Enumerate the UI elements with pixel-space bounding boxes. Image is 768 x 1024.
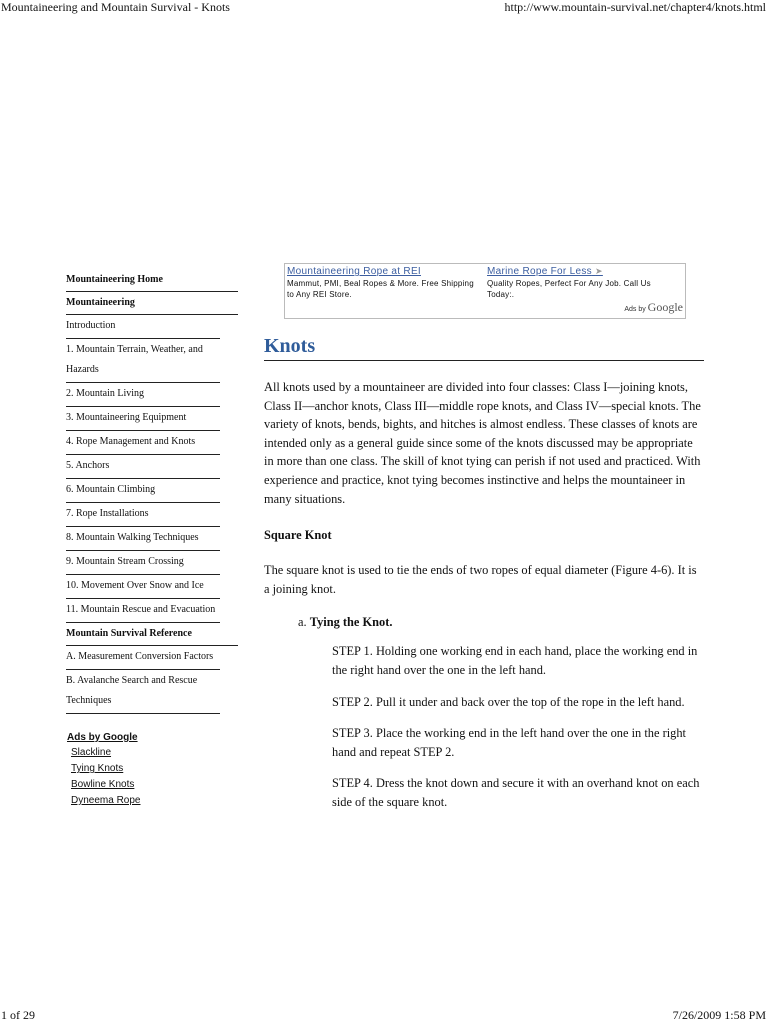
step-2: STEP 2. Pull it under and back over the top of the rope in the left hand. [332, 694, 685, 709]
ads-by-google[interactable] [624, 299, 683, 318]
sub-heading-title: Tying the Knot. [309, 615, 393, 630]
sidebar-nav [66, 270, 238, 809]
ads-by-prefix: Ads by [624, 306, 646, 313]
sidebar-item-survival-reference[interactable]: Mountain Survival Reference [66, 624, 238, 646]
arrow-icon: ➤ [595, 266, 603, 276]
sidebar-item-conversion-factors[interactable]: A. Measurement Conversion Factors [66, 647, 220, 670]
section-heading: Square Knot [264, 528, 332, 543]
ad-unit-rei[interactable] [287, 265, 477, 300]
section-paragraph: The square knot is used to tie the ends of two ropes of equal diameter (Figure 4-6). It is a joining knot. [264, 563, 697, 596]
ad-unit-marine-rope[interactable] [487, 265, 677, 300]
sidebar-item-rope-management[interactable]: 4. Rope Management and Knots [66, 432, 220, 455]
ad-link-bowline-knots[interactable]: Bowline Knots [71, 779, 135, 790]
ad-title[interactable] [487, 265, 677, 278]
ad-link-dyneema-rope[interactable]: Dyneema Rope [71, 795, 141, 806]
page-title: Knots [264, 332, 704, 361]
print-url: http://www.mountain-survival.net/chapter4/knots.html [504, 0, 766, 14]
sidebar-item-mountain-living[interactable]: 2. Mountain Living [66, 384, 220, 407]
sidebar-item-avalanche-rescue[interactable]: B. Avalanche Search and Rescue Techniques [66, 671, 220, 714]
main-content [264, 332, 704, 812]
sidebar-ads-title[interactable]: Ads by Google [67, 732, 138, 743]
sidebar-item-mountaineering[interactable]: Mountaineering [66, 293, 238, 315]
print-header [0, 0, 768, 18]
sidebar-item-mountain-climbing[interactable]: 6. Mountain Climbing [66, 480, 220, 503]
print-footer [0, 1008, 768, 1024]
step-3: STEP 3. Place the working end in the left hand over the one in the right hand and repeat STEP 2. [332, 726, 686, 759]
ad-title[interactable]: Mountaineering Rope at REI [287, 266, 421, 277]
sidebar-item-rope-installations[interactable]: 7. Rope Installations [66, 504, 220, 527]
ad-link-slackline[interactable]: Slackline [71, 747, 112, 758]
sidebar-item-snow-and-ice[interactable]: 10. Movement Over Snow and Ice [66, 576, 220, 599]
sidebar-item-anchors[interactable]: 5. Anchors [66, 456, 220, 479]
print-timestamp: 7/26/2009 1:58 PM [672, 1008, 766, 1022]
print-page-title: Mountaineering and Mountain Survival - Knots [1, 0, 230, 14]
sidebar-item-mountaineering-home[interactable]: Mountaineering Home [66, 270, 238, 292]
sidebar-item-walking-techniques[interactable]: 8. Mountain Walking Techniques [66, 528, 220, 551]
ad-banner [284, 263, 686, 319]
ad-title-text[interactable]: Marine Rope For Less [487, 266, 592, 277]
sub-heading-prefix: a. [298, 615, 307, 630]
sub-heading [298, 613, 704, 631]
ad-link-tying-knots[interactable]: Tying Knots [71, 763, 124, 774]
step-1: STEP 1. Holding one working end in each hand, place the working end in the right hand over the one in the left hand. [332, 644, 698, 677]
google-logo: Google [647, 300, 683, 314]
ad-description: Quality Ropes, Perfect For Any Job. Call Us Today:. [487, 279, 651, 299]
step-4: STEP 4. Dress the knot down and secure it with an overhand knot on each side of the square knot. [332, 776, 700, 809]
ad-description: Mammut, PMI, Beal Ropes & More. Free Shipping to Any REI Store. [287, 279, 474, 299]
sidebar-ads [66, 731, 238, 809]
sidebar-item-mountaineering-equipment[interactable]: 3. Mountaineering Equipment [66, 408, 220, 431]
sidebar-item-introduction[interactable]: Introduction [66, 316, 220, 339]
sidebar-item-terrain-weather-hazards[interactable]: 1. Mountain Terrain, Weather, and Hazards [66, 340, 220, 383]
intro-paragraph: All knots used by a mountaineer are divided into four classes: Class I—joining knots, Class II—anchor knots, Class III—middle rope knots, and Class IV—special knots. The variety of knots, bends, bights, and hitches is almost endless. These classes of knots are intended only as a general guide since some of the knots discussed may be appropriate in more than one class. The skill of knot tying can perish if not used and practiced. With experience and practice, knot tying becomes instinctive and helps the mountaineer in many situations. [264, 380, 701, 506]
page-counter: 1 of 29 [1, 1008, 35, 1022]
sidebar-item-stream-crossing[interactable]: 9. Mountain Stream Crossing [66, 552, 220, 575]
sidebar-item-rescue-evacuation[interactable]: 11. Mountain Rescue and Evacuation [66, 600, 220, 623]
